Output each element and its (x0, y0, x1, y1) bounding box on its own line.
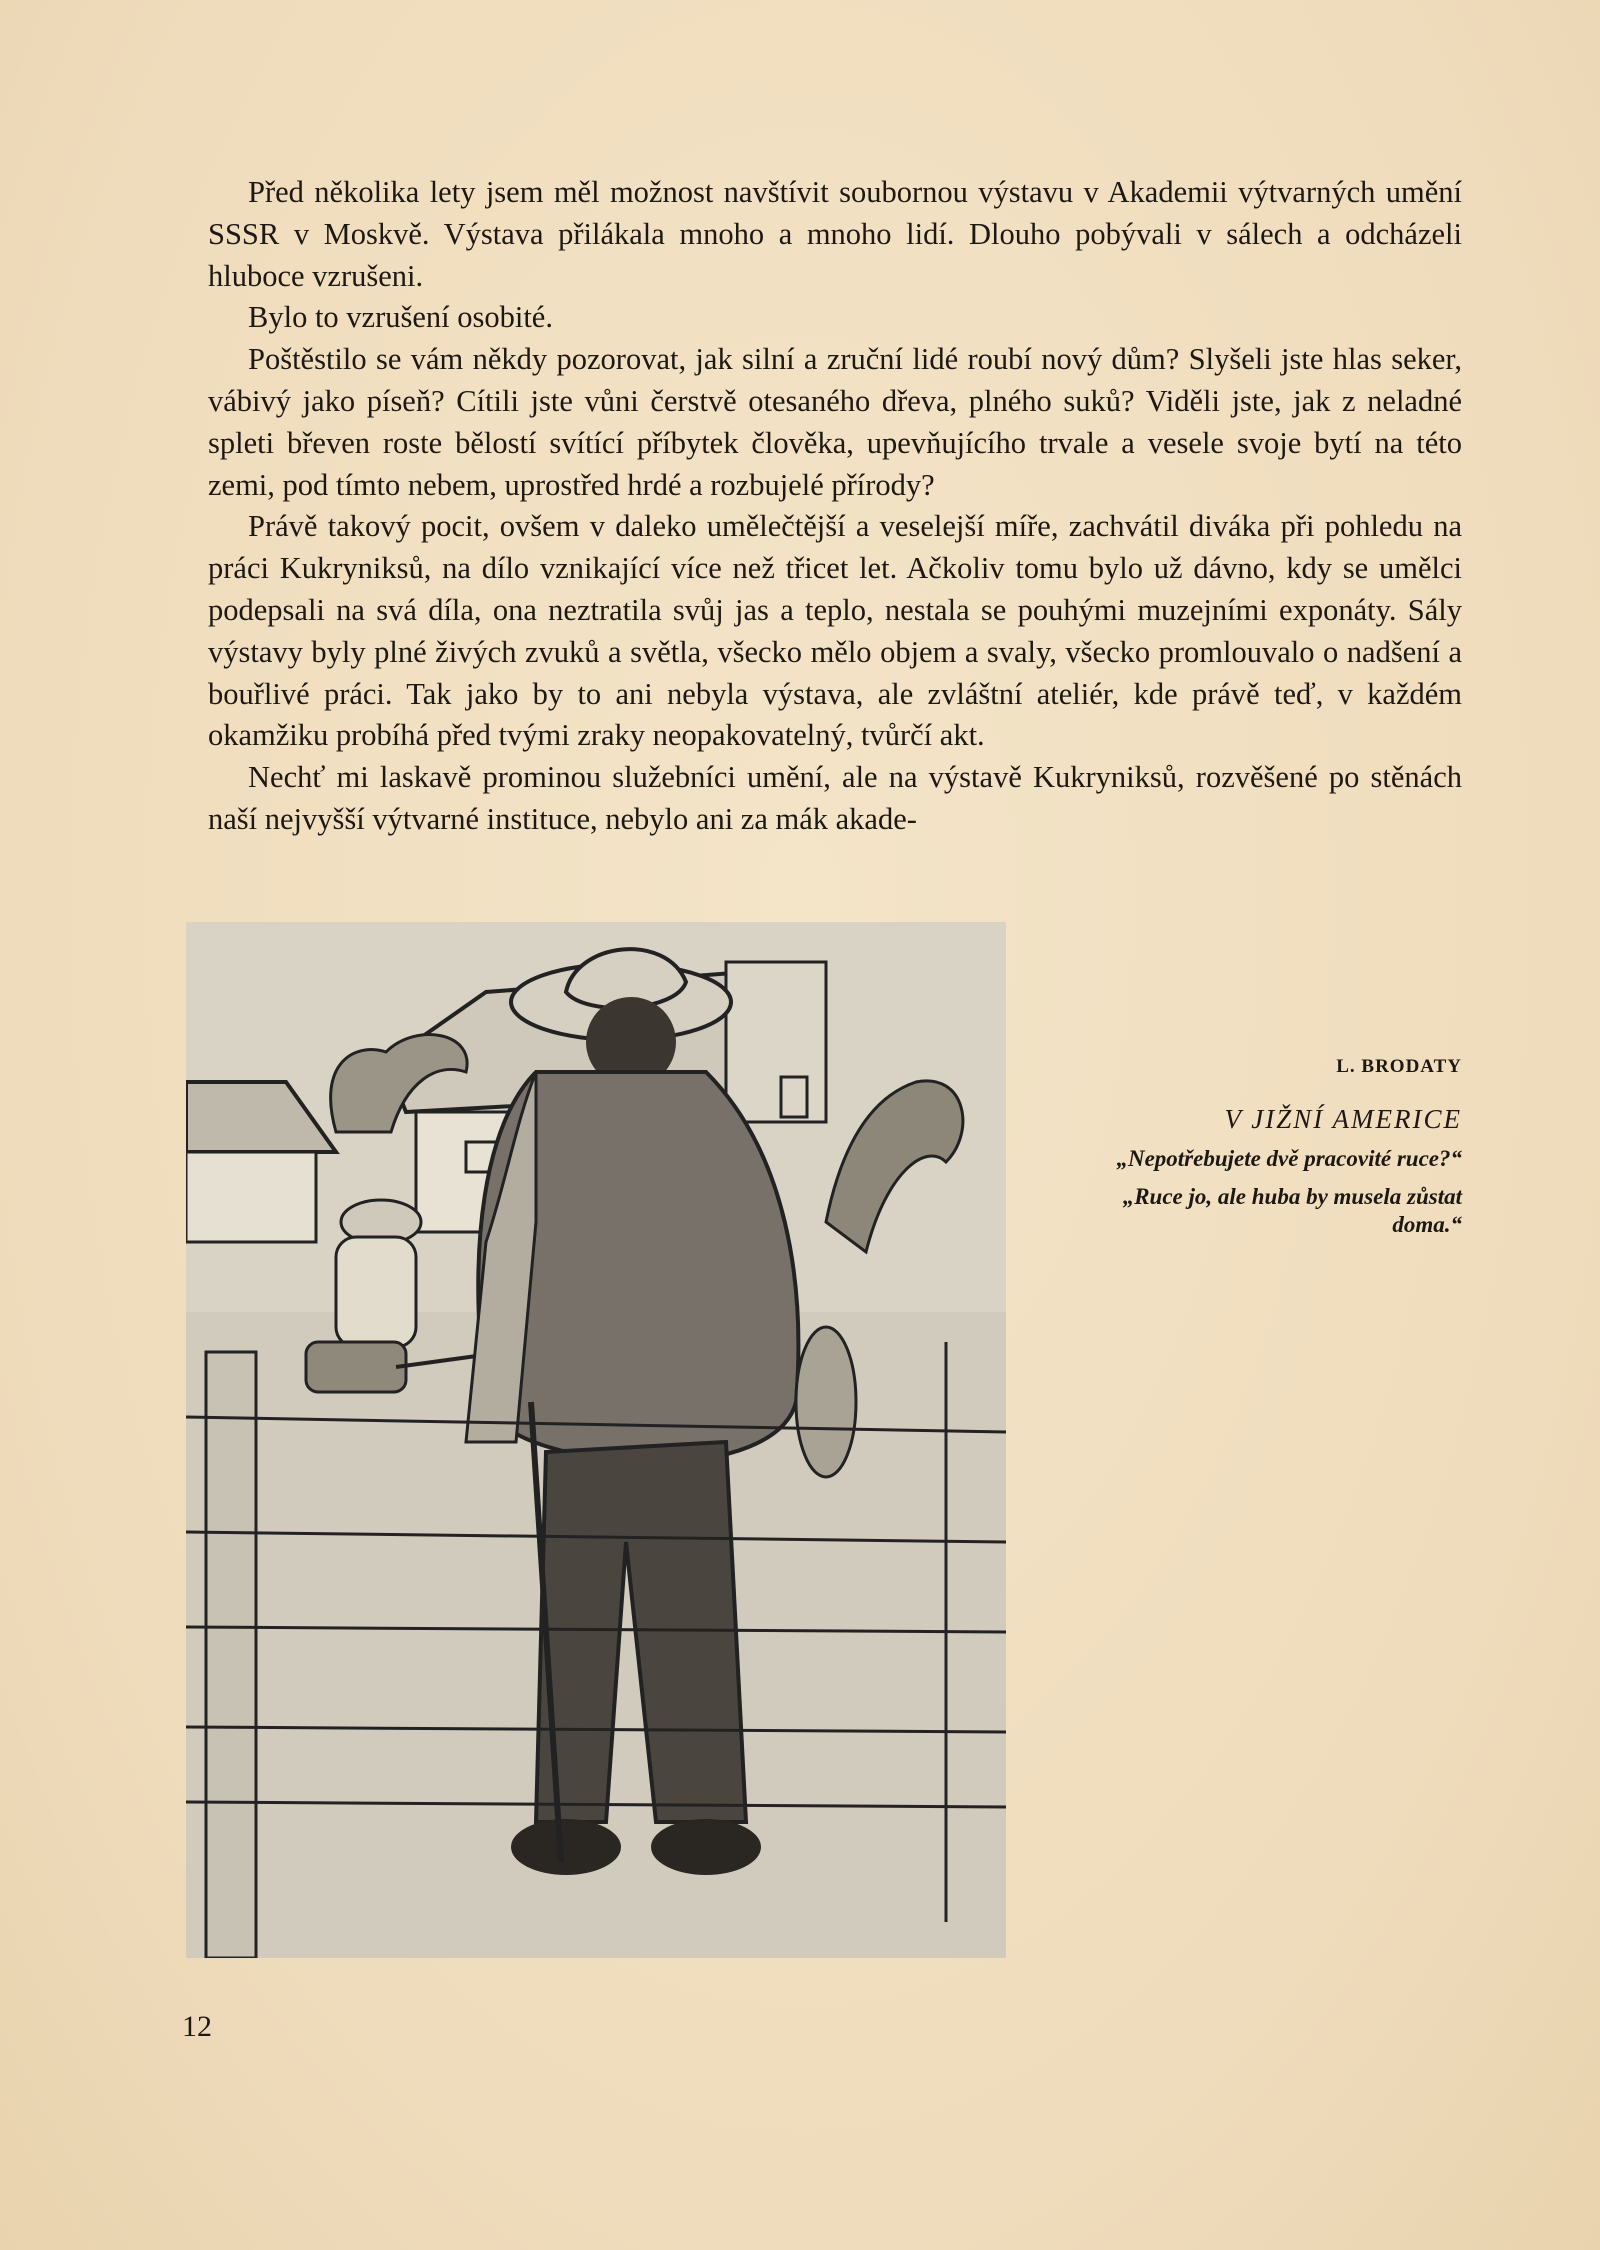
caption-title: V JIŽNÍ AMERICE (1224, 1104, 1462, 1134)
article-text (208, 172, 1462, 841)
page-number: 12 (182, 2010, 212, 2043)
cartoon-drawing (186, 922, 1006, 1958)
caption-quote-1: „Nepotřebujete dvě pracovité ruce?“ (1116, 1146, 1462, 1171)
paragraph: Bylo to vzrušení osobité. (248, 300, 553, 335)
paragraph: Před několika lety jsem měl možnost navštívit soubornou výstavu v Akademii výtvarných umění SSSR v Moskvě. Výstava přilákala mnoho a mnoho lidí. Dlouho pobývali v sálech a odcházeli hluboce vzrušeni. (208, 175, 1462, 293)
cartoon-illustration (186, 922, 1006, 1958)
caption-author: L. BRODATY (1336, 1056, 1462, 1077)
illustration-caption (1060, 1056, 1462, 1249)
paragraph: Právě takový pocit, ovšem v daleko umělečtější a veselejší míře, zachvátil diváka při pohledu na práci Kukryniksů, na dílo vznikající více než třicet let. Ačkoliv tomu bylo už dávno, kdy se umělci podepsali na svá díla, ona neztratila svůj jas a teplo, nestala se pouhými muzejními exponáty. Sály výstavy byly plné živých zvuků a světla, všecko mělo objem a svaly, všecko promlouvalo o nadšení a bouřlivé práci. Tak jako by to ani nebyla výstava, ale zvláštní ateliér, kde právě teď, v každém okamžiku probíhá před tvými zraky neopakovatelný, tvůrčí akt. (208, 509, 1462, 753)
paragraph: Poštěstilo se vám někdy pozorovat, jak silní a zruční lidé roubí nový dům? Slyšeli jste hlas seker, vábivý jako píseň? Cítili jste vůni čerstvě otesaného dřeva, plného suků? Viděli jste, jak z neladné spleti břeven roste bělostí svítící příbytek člověka, upevňujícího trvale a vesele svoje bytí na této zemi, pod tímto nebem, uprostřed hrdé a rozbujelé přírody? (208, 342, 1462, 502)
caption-quote-2: „Ruce jo, ale huba by musela zůstat doma.“ (1122, 1184, 1462, 1237)
paragraph: Nechť mi laskavě prominou služebníci umění, ale na výstavě Kukryniksů, rozvěšené po stěnách naší nejvyšší výtvarné instituce, nebylo ani za mák akade- (208, 760, 1462, 836)
